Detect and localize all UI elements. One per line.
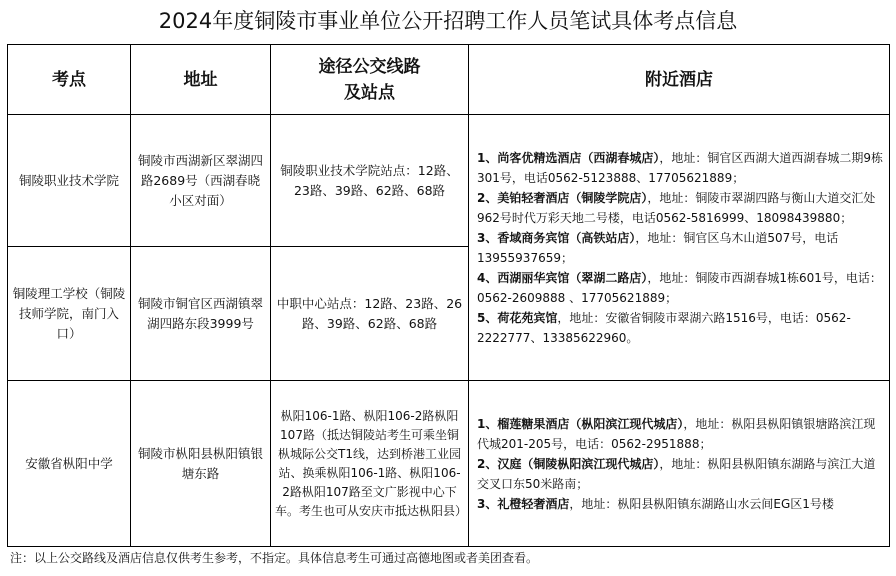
header-hotels: 附近酒店 xyxy=(469,45,890,115)
hotels-cell xyxy=(469,115,890,381)
site-cell: 铜陵理工学校（铜陵技师学院，南门入口） xyxy=(8,247,131,381)
hotel-name: 1、榴莲糖果酒店（枞阳滨江现代城店） xyxy=(477,416,684,431)
hotel-entry xyxy=(477,148,883,188)
page-title: 2024年度铜陵市事业单位公开招聘工作人员笔试具体考点信息 xyxy=(158,9,738,33)
address-cell: 铜陵市铜官区西湖镇翠湖四路东段3999号 xyxy=(131,247,271,381)
hotel-entry xyxy=(477,454,883,494)
hotel-name: 3、香域商务宾馆（高铁站店） xyxy=(477,230,636,245)
hotel-name: 3、礼橙轻奢酒店 xyxy=(477,496,570,511)
hotel-detail: ，地址：铜陵市翠湖四路与衡山大道交汇处962号时代万彩天地二号楼，电话0562-5816999、18098439880； xyxy=(477,190,876,225)
hotel-name: 1、尚客优精选酒店（西湖春城店） xyxy=(477,150,660,165)
bus-cell: 枞阳106-1路、枞阳106-2路枞阳107路（抵达铜陵站考生可乘坐铜枞城际公交T1线，达到桥港工业园站、换乘枞阳106-1路、枞阳106-2路枞阳107路至文广影视中心下车。考生也可从安庆市抵达枞阳县） xyxy=(271,381,469,547)
site-cell: 安徽省枞阳中学 xyxy=(8,381,131,547)
hotel-detail: ，地址：铜官区乌木山道507号，电话13955937659； xyxy=(477,230,839,265)
table-header-row xyxy=(8,45,890,115)
hotel-detail: ，地址：枞阳县枞阳镇东湖路山水云间EG区1号楼 xyxy=(569,496,834,511)
address-cell: 铜陵市西湖新区翠湖四路2689号（西湖春晓小区对面） xyxy=(131,115,271,247)
bus-cell: 铜陵职业技术学院站点：12路、23路、39路、62路、68路 xyxy=(271,115,469,247)
table-row xyxy=(8,381,890,547)
hotel-name: 4、西湖丽华宾馆（翠湖二路店） xyxy=(477,270,648,285)
hotel-name: 5、荷花苑宾馆 xyxy=(477,310,558,325)
site-cell: 铜陵职业技术学院 xyxy=(8,115,131,247)
hotel-entry xyxy=(477,188,883,228)
table-row xyxy=(8,115,890,247)
bus-cell: 中职中心站点：12路、23路、26路、39路、62路、68路 xyxy=(271,247,469,381)
hotel-detail: ，地址：铜陵市西湖春城1栋601号，电话：0562-2609888 、17705621889； xyxy=(477,270,882,305)
hotel-detail: ，地址：安徽省铜陵市翠湖六路1516号，电话：0562-2222777、13385622960。 xyxy=(477,310,851,345)
footnote: 注：以上公交路线及酒店信息仅供考生参考，不指定。具体信息考生可通过高德地图或者美团查看。 xyxy=(10,551,539,565)
header-bus: 途径公交线路 及站点 xyxy=(271,45,469,115)
header-address: 地址 xyxy=(131,45,271,115)
hotel-name: 2、美铂轻奢酒店（铜陵学院店） xyxy=(477,190,648,205)
exam-sites-table xyxy=(7,44,890,547)
hotel-entry xyxy=(477,268,883,308)
address-cell: 铜陵市枞阳县枞阳镇银塘东路 xyxy=(131,381,271,547)
hotel-entry xyxy=(477,494,883,514)
hotels-cell xyxy=(469,381,890,547)
hotel-detail: ，地址：枞阳县枞阳镇银塘路滨江现代城201-205号，电话：0562-2951888； xyxy=(477,416,876,451)
hotel-name: 2、汉庭（铜陵枞阳滨江现代城店） xyxy=(477,456,660,471)
hotel-entry xyxy=(477,414,883,454)
header-site: 考点 xyxy=(8,45,131,115)
hotel-detail: ，地址：枞阳县枞阳镇东湖路与滨江大道交叉口东50米路南； xyxy=(477,456,876,491)
hotel-entry xyxy=(477,228,883,268)
hotel-detail: ，地址：铜官区西湖大道西湖春城二期9栋301号，电话0562-5123888、17705621889； xyxy=(477,150,883,185)
hotel-entry xyxy=(477,308,883,348)
